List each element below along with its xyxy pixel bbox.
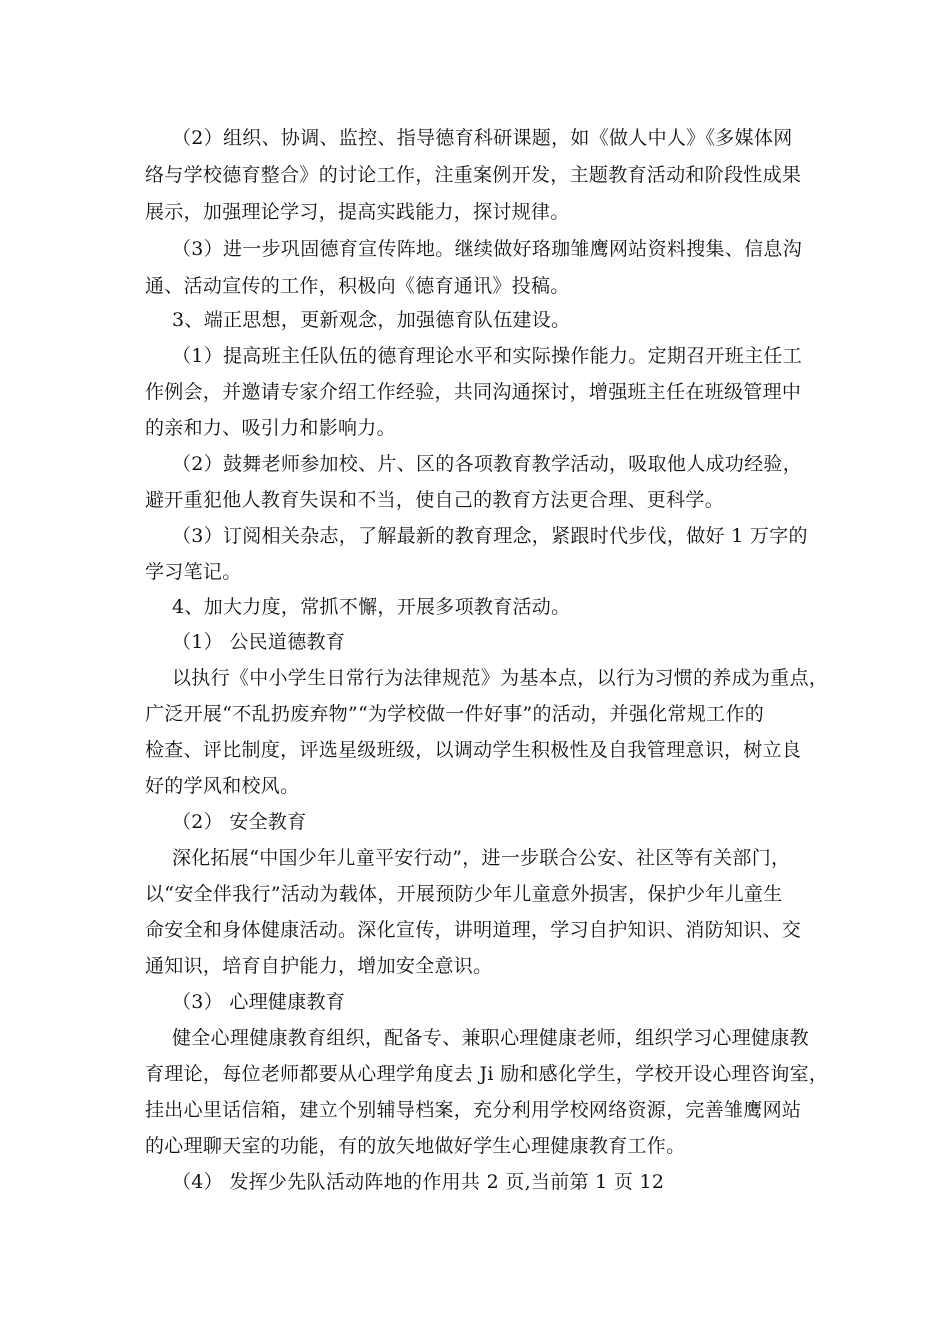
text-line: 命安全和身体健康活动。深化宣传，讲明道理，学习自护知识、消防知识、交 xyxy=(145,919,802,941)
text-line: 作例会，并邀请专家介绍工作经验，共同沟通探讨，增强班主任在班级管理中 xyxy=(145,381,802,403)
text-line: 以执行《中小学生日常行为法律规范》为基本点，以行为习惯的养成为重点， xyxy=(172,667,829,689)
text-line: 的亲和力、吸引力和影响力。 xyxy=(145,417,396,439)
text-line: （3）进一步巩固德育宣传阵地。继续做好珞珈雏鹰网站资料搜集、信息沟 xyxy=(172,238,802,260)
text-line: （2）鼓舞老师参加校、片、区的各项教育教学活动，吸取他人成功经验， xyxy=(172,453,802,475)
text-line: 检查、评比制度，评选星级班级，以调动学生积极性及自我管理意识，树立良 xyxy=(145,739,802,761)
text-line: 3、端正思想，更新观念，加强德育队伍建设。 xyxy=(172,309,571,331)
text-line: 4、加大力度，常抓不懈，开展多项教育活动。 xyxy=(172,596,571,618)
text-line: （2）组织、协调、监控、指导德育科研课题，如《做人中人》《多媒体网 xyxy=(172,127,793,149)
text-line: 育理论，每位老师都要从心理学角度去 Ji 励和感化学生，学校开设心理咨询室， xyxy=(145,1063,829,1085)
text-line: （3）订阅相关杂志，了解最新的教育理念，紧跟时代步伐，做好 1 万字的 xyxy=(172,525,808,547)
text-line: （1） 公民道德教育 xyxy=(172,631,346,653)
text-line: 广泛开展“不乱扔废弃物”“为学校做一件好事”的活动，并强化常规工作的 xyxy=(145,703,765,725)
text-line: （2） 安全教育 xyxy=(172,811,307,833)
text-line: 通知识，培育自护能力，增加安全意识。 xyxy=(145,955,493,977)
text-line: 的心理聊天室的功能，有的放矢地做好学生心理健康教育工作。 xyxy=(145,1135,686,1157)
text-line: （3） 心理健康教育 xyxy=(172,991,346,1013)
text-line: 深化拓展“中国少年儿童平安行动”，进一步联合公安、社区等有关部门， xyxy=(172,847,791,869)
text-line: 络与学校德育整合》的讨论工作，注重案例开发，主题教育活动和阶段性成果 xyxy=(145,164,802,186)
text-line: 挂出心里话信箱，建立个别辅导档案，充分利用学校网络资源，完善雏鹰网站 xyxy=(145,1099,802,1121)
text-line: 以“安全伴我行”活动为载体，开展预防少年儿童意外损害，保护少年儿童生 xyxy=(145,883,783,905)
text-line: 好的学风和校风。 xyxy=(145,775,300,797)
text-line: 学习笔记。 xyxy=(145,561,242,583)
footer-line: （4） 发挥少先队活动阵地的作用共 2 页,当前第 1 页 12 xyxy=(172,1171,665,1193)
text-line: 通、活动宣传的工作，积极向《德育通讯》投稿。 xyxy=(145,275,570,297)
text-line: （1）提高班主任队伍的德育理论水平和实际操作能力。定期召开班主任工 xyxy=(172,345,802,367)
text-line: 避开重犯他人教育失误和不当，使自己的教育方法更合理、更科学。 xyxy=(145,489,725,511)
text-line: 健全心理健康教育组织，配备专、兼职心理健康老师，组织学习心理健康教 xyxy=(172,1027,809,1049)
text-line: 展示，加强理论学习，提高实践能力，探讨规律。 xyxy=(145,201,570,223)
